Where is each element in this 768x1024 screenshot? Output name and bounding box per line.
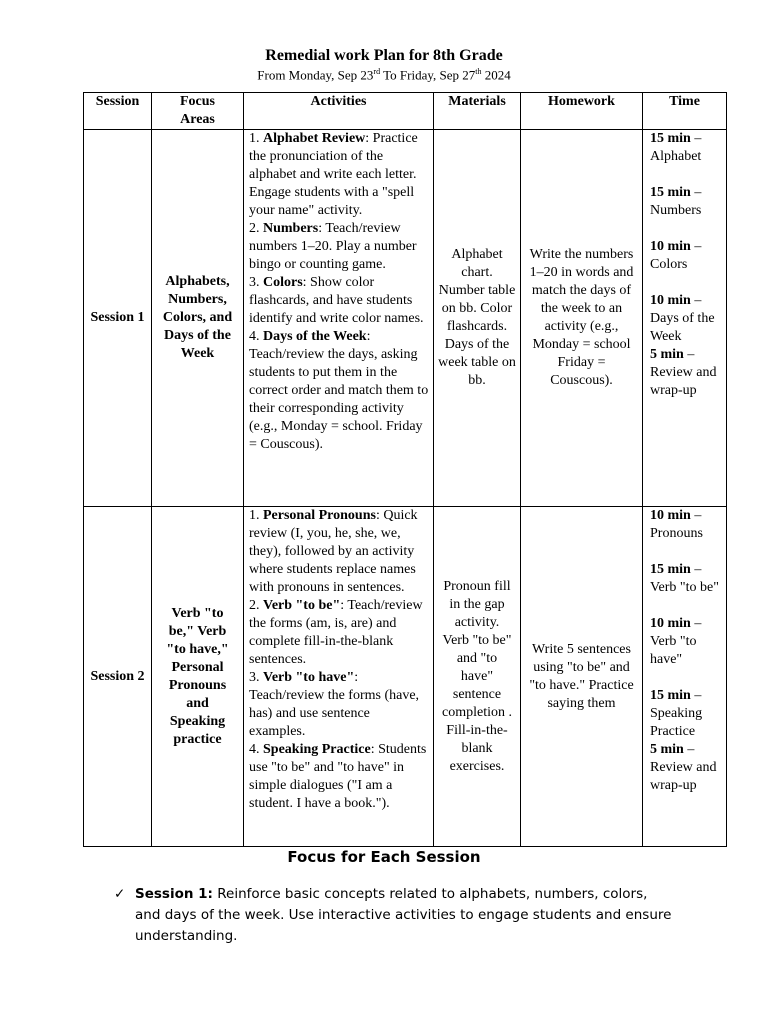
time-item: 10 min – Pronouns bbox=[650, 508, 703, 541]
header-session: Session bbox=[84, 93, 152, 130]
time-item: 15 min – Speaking Practice bbox=[650, 688, 703, 739]
time-item: 15 min – Verb "to be" bbox=[650, 562, 719, 595]
time-item: 10 min – Verb "to have" bbox=[650, 616, 702, 667]
activity-item: 3. Verb "to have": Teach/review the forms (have, has) and use sentence examples. bbox=[249, 670, 420, 739]
header-homework: Homework bbox=[521, 93, 643, 130]
date-range: From Monday, Sep 23rd To Friday, Sep 27th 2024 bbox=[257, 67, 511, 83]
plan-table bbox=[83, 92, 727, 847]
activity-item: 1. Alphabet Review: Practice the pronunciation of the alphabet and write each letter. Engage students with a "spell your name" activity. bbox=[249, 131, 418, 218]
activity-item: 2. Verb "to be": Teach/review the forms (am, is, are) and complete fill-in-the-blank sentences. bbox=[249, 598, 423, 667]
activity-item: 3. Colors: Show color flashcards, and have students identify and write color names. bbox=[249, 275, 424, 326]
focus-item-text: Session 1: Reinforce basic concepts related to alphabets, numbers, colors, and days of the week. Use interactive activities to engage students and ensure understanding. bbox=[135, 886, 672, 944]
activity-item: 2. Numbers: Teach/review numbers 1–20. Play a number bingo or counting game. bbox=[249, 221, 417, 272]
table-row bbox=[84, 507, 727, 847]
time-item: 5 min – Review and wrap-up bbox=[650, 742, 717, 793]
homework-cell: Write the numbers 1–20 in words and match the days of the week to an activity (e.g., Monday = school Friday = Couscous). bbox=[521, 130, 643, 507]
document-title: Remedial work Plan for 8th Grade bbox=[265, 47, 503, 64]
header-materials: Materials bbox=[434, 93, 521, 130]
activity-item: 1. Personal Pronouns: Quick review (I, you, he, she, we, they), followed by an activity where students replace names with pronouns in sentences. bbox=[249, 508, 418, 595]
session-cell: Session 2 bbox=[84, 507, 152, 847]
activities-cell bbox=[244, 507, 434, 847]
homework-cell: Write 5 sentences using "to be" and "to have." Practice saying them bbox=[521, 507, 643, 847]
table-header-row bbox=[84, 93, 727, 130]
focus-list-item bbox=[114, 884, 674, 947]
time-item: 10 min – Days of the Week bbox=[650, 293, 715, 344]
materials-cell: Alphabet chart. Number table on bb. Color flashcards. Days of the week table on bb. bbox=[434, 130, 521, 507]
header-focus-areas: Focus Areas bbox=[152, 93, 244, 130]
time-item: 15 min – Numbers bbox=[650, 185, 702, 218]
focus-cell: Verb "to be," Verb "to have," Personal Pronouns and Speaking practice bbox=[152, 507, 244, 847]
time-item: 10 min – Colors bbox=[650, 239, 702, 272]
session-cell: Session 1 bbox=[84, 130, 152, 507]
activity-item: 4. Speaking Practice: Students use "to be" and "to have" in simple dialogues ("I am a student. I have a book."). bbox=[249, 742, 427, 811]
header-activities: Activities bbox=[244, 93, 434, 130]
time-cell bbox=[643, 507, 727, 847]
table-row bbox=[84, 130, 727, 507]
time-item: 5 min – Review and wrap-up bbox=[650, 347, 717, 398]
activities-cell bbox=[244, 130, 434, 507]
activity-item: 4. Days of the Week: Teach/review the days, asking students to put them in the correct order and match them to their corresponding activity (e.g., Monday = school. Friday = Couscous). bbox=[249, 329, 429, 452]
time-item: 15 min – Alphabet bbox=[650, 131, 702, 164]
materials-cell: Pronoun fill in the gap activity. Verb "to be" and "to have" sentence completion . Fill-in-the-blank exercises. bbox=[434, 507, 521, 847]
focus-cell: Alphabets, Numbers, Colors, and Days of the Week bbox=[152, 130, 244, 507]
checkmark-icon: ✓ bbox=[114, 886, 126, 902]
focus-section-heading: Focus for Each Session bbox=[287, 848, 481, 866]
header-time: Time bbox=[643, 93, 727, 130]
time-cell bbox=[643, 130, 727, 507]
